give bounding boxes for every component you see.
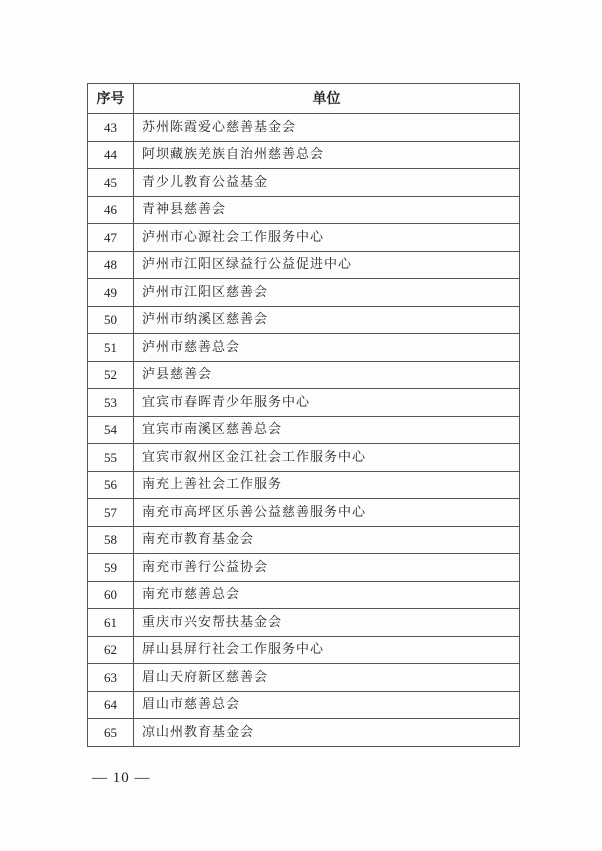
row-unit-name: 青神县慈善会	[134, 196, 520, 224]
row-unit-name: 南充市善行公益协会	[134, 554, 520, 582]
table-row	[88, 499, 520, 527]
row-unit-name: 屏山县屏行社会工作服务中心	[134, 636, 520, 664]
table-row	[88, 251, 520, 279]
row-number: 45	[88, 169, 134, 197]
row-unit-name: 凉山州教育基金会	[134, 719, 520, 747]
row-unit-name: 宜宾市叙州区金江社会工作服务中心	[134, 444, 520, 472]
row-number: 48	[88, 251, 134, 279]
row-number: 43	[88, 114, 134, 142]
table-row	[88, 691, 520, 719]
table-row	[88, 664, 520, 692]
table-row	[88, 719, 520, 747]
row-number: 62	[88, 636, 134, 664]
row-number: 61	[88, 609, 134, 637]
table-row	[88, 389, 520, 417]
table-row	[88, 169, 520, 197]
header-serial-number: 序号	[88, 84, 134, 114]
row-number: 51	[88, 334, 134, 362]
row-unit-name: 泸州市江阳区绿益行公益促进中心	[134, 251, 520, 279]
row-number: 52	[88, 361, 134, 389]
row-number: 60	[88, 581, 134, 609]
table-body	[88, 114, 520, 747]
row-number: 46	[88, 196, 134, 224]
row-unit-name: 眉山天府新区慈善会	[134, 664, 520, 692]
table-row	[88, 554, 520, 582]
row-unit-name: 南充上善社会工作服务	[134, 471, 520, 499]
row-number: 64	[88, 691, 134, 719]
row-unit-name: 南充市高坪区乐善公益慈善服务中心	[134, 499, 520, 527]
table-row	[88, 609, 520, 637]
table-row	[88, 114, 520, 142]
table-header-row	[88, 84, 520, 114]
row-unit-name: 青少儿教育公益基金	[134, 169, 520, 197]
row-unit-name: 南充市慈善总会	[134, 581, 520, 609]
row-number: 55	[88, 444, 134, 472]
row-number: 44	[88, 141, 134, 169]
row-unit-name: 宜宾市南溪区慈善总会	[134, 416, 520, 444]
row-unit-name: 阿坝藏族羌族自治州慈善总会	[134, 141, 520, 169]
row-number: 53	[88, 389, 134, 417]
row-number: 65	[88, 719, 134, 747]
table-row	[88, 416, 520, 444]
row-unit-name: 泸县慈善会	[134, 361, 520, 389]
table-row	[88, 306, 520, 334]
row-number: 49	[88, 279, 134, 307]
row-unit-name: 重庆市兴安帮扶基金会	[134, 609, 520, 637]
row-number: 54	[88, 416, 134, 444]
row-unit-name: 泸州市慈善总会	[134, 334, 520, 362]
row-unit-name: 南充市教育基金会	[134, 526, 520, 554]
table-row	[88, 471, 520, 499]
row-unit-name: 眉山市慈善总会	[134, 691, 520, 719]
row-unit-name: 泸州市江阳区慈善会	[134, 279, 520, 307]
table-row	[88, 141, 520, 169]
table-row	[88, 444, 520, 472]
row-unit-name: 苏州陈霞爱心慈善基金会	[134, 114, 520, 142]
table-row	[88, 334, 520, 362]
page-number: — 10 —	[92, 770, 151, 786]
row-unit-name: 宜宾市春晖青少年服务中心	[134, 389, 520, 417]
table-row	[88, 279, 520, 307]
table-row	[88, 526, 520, 554]
table-row	[88, 636, 520, 664]
row-number: 63	[88, 664, 134, 692]
row-number: 56	[88, 471, 134, 499]
header-unit: 单位	[134, 84, 520, 114]
table-row	[88, 196, 520, 224]
table-row	[88, 361, 520, 389]
table-row	[88, 224, 520, 252]
table-row	[88, 581, 520, 609]
row-number: 58	[88, 526, 134, 554]
row-unit-name: 泸州市纳溪区慈善会	[134, 306, 520, 334]
row-number: 47	[88, 224, 134, 252]
unit-table	[87, 83, 520, 747]
row-number: 50	[88, 306, 134, 334]
row-number: 59	[88, 554, 134, 582]
row-number: 57	[88, 499, 134, 527]
row-unit-name: 泸州市心源社会工作服务中心	[134, 224, 520, 252]
